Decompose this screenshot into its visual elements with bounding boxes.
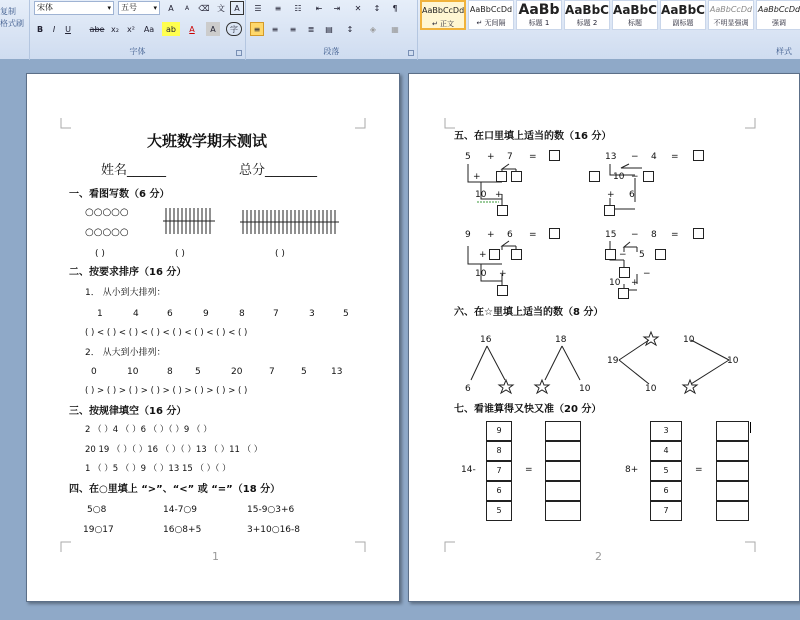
style-name: 标题 2 <box>576 19 598 27</box>
phonetic-icon: 文 <box>217 4 225 13</box>
style-name: 标题 <box>628 19 642 27</box>
bullets-button[interactable] <box>250 1 266 15</box>
shading-button[interactable] <box>364 22 382 36</box>
input-cell: 3 <box>650 421 682 441</box>
section-6-heading: 六、在☆里填上适当的数（8 分） <box>454 307 604 318</box>
phonetic-guide-button[interactable] <box>214 1 228 15</box>
decrease-indent-button[interactable] <box>312 1 326 15</box>
page-1 <box>26 73 400 602</box>
operation-label: 8+ <box>625 465 639 475</box>
font-group-label: 字体 <box>129 47 146 56</box>
style-preview: AaBbCcDd <box>709 5 753 14</box>
equals-sign: = <box>529 230 537 240</box>
justify-button[interactable] <box>304 22 318 36</box>
number-item: 3 <box>309 309 315 319</box>
text-cursor <box>750 422 751 433</box>
borders-button[interactable] <box>386 22 404 36</box>
tree-number: 10 <box>579 384 591 394</box>
answer-cell[interactable] <box>716 421 749 441</box>
bullet-list-icon: ☰ <box>254 4 262 13</box>
style-preview: AaBbC <box>661 3 705 17</box>
shrink-font-button[interactable]: A <box>184 5 190 12</box>
highlight-button[interactable]: ab <box>162 22 180 36</box>
operator: + <box>473 172 481 182</box>
style-title[interactable] <box>612 0 658 30</box>
copy-button[interactable]: 复制 <box>0 7 16 16</box>
number-item: 0 <box>91 367 97 377</box>
equals-sign: = <box>695 465 703 475</box>
border-icon: ▦ <box>391 25 399 34</box>
clear-format-button[interactable] <box>196 1 212 15</box>
descending-instruction: 2． 从大到小排列： <box>85 348 166 358</box>
clipboard-group <box>0 0 30 60</box>
pilcrow-icon: ¶ <box>392 4 398 13</box>
number-item: 5 <box>343 309 349 319</box>
page-2 <box>408 73 800 602</box>
align-right-icon: ≡ <box>289 25 297 34</box>
input-cell: 5 <box>486 501 512 521</box>
compare-item: 14-7○9 <box>163 505 198 515</box>
align-center-button[interactable] <box>268 22 282 36</box>
operand: 5 <box>465 152 471 162</box>
operator: − <box>643 269 651 279</box>
pattern-row: 1 （ ）5 （ ）9 （ ）13 15 （ ）（ ） <box>85 464 231 474</box>
name-field: 姓名______ <box>101 163 167 178</box>
ascending-instruction: 1． 从小到大排列： <box>85 288 166 298</box>
answer-cell[interactable] <box>716 481 749 501</box>
number-item: 7 <box>269 367 275 377</box>
sort-button[interactable] <box>370 1 384 15</box>
section-1-heading: 一、看图写数（6 分） <box>69 189 170 200</box>
answer-cell[interactable] <box>545 461 581 481</box>
operator: + <box>479 250 487 260</box>
operand: 5 <box>639 250 645 260</box>
chinese-layout-icon: ✕ <box>354 4 362 13</box>
styles-group <box>418 0 800 60</box>
align-right-button[interactable] <box>286 22 300 36</box>
font-dialog-launcher-icon[interactable] <box>236 50 242 56</box>
chevron-down-icon: ▾ <box>107 4 111 12</box>
input-cell: 7 <box>650 501 682 521</box>
operand: 6 <box>629 190 635 200</box>
format-painter-button[interactable]: 格式刷 <box>0 19 24 28</box>
number-item: 4 <box>133 309 139 319</box>
align-center-icon: ≡ <box>271 25 279 34</box>
equals-sign: = <box>525 465 533 475</box>
font-group <box>30 0 246 60</box>
distributed-button[interactable] <box>322 22 336 36</box>
enclose-char-button[interactable]: 字 <box>226 22 242 36</box>
operand: 4 <box>651 152 657 162</box>
number-item: 1 <box>97 309 103 319</box>
score-field: 总分________ <box>239 163 318 178</box>
tree-number: 10 <box>683 335 695 345</box>
circle-row: ○○○○○ <box>85 227 129 238</box>
style-heading-2[interactable] <box>564 0 610 30</box>
section-4-heading: 四、在○里填上 “>”、“<” 或 “=”（18 分） <box>69 484 281 495</box>
bold-button[interactable]: B <box>36 25 44 34</box>
compare-item: 19○17 <box>83 525 114 535</box>
page-number: 2 <box>595 550 602 563</box>
section-7-heading: 七、看谁算得又快又准（20 分） <box>454 404 602 415</box>
style-name: 不明显强调 <box>713 19 749 27</box>
char-shading-button[interactable] <box>206 22 220 36</box>
input-cell: 8 <box>486 441 512 461</box>
operand: 8 <box>651 230 657 240</box>
input-cell: 6 <box>650 481 682 501</box>
answer-cell[interactable] <box>716 441 749 461</box>
indent-icon: ⇥ <box>333 4 341 13</box>
operator: − <box>631 230 639 240</box>
operator: + <box>499 269 507 279</box>
char-border-button[interactable]: A <box>230 1 244 15</box>
show-marks-button[interactable] <box>388 1 402 15</box>
input-cell: 9 <box>486 421 512 441</box>
input-cell: 5 <box>650 461 682 481</box>
operator: + <box>607 190 615 200</box>
number-item: 7 <box>273 309 279 319</box>
tree-number: 10 <box>727 356 739 366</box>
style-normal[interactable] <box>420 0 466 30</box>
style-name: ↵ 无间隔 <box>476 19 506 27</box>
pattern-row: 2 （ ）4 （ ）6 （ ）（ ）9 （ ） <box>85 425 212 435</box>
compare-item: 5○8 <box>87 505 107 515</box>
pattern-row: 20 19 （ ）（ ）16 （ ）（ ）13 （ ）11 （ ） <box>85 445 263 455</box>
operation-label: 14- <box>461 465 476 475</box>
style-preview: AaBbCcDd <box>422 6 464 15</box>
tree-number: 16 <box>480 335 492 345</box>
tally-sticks-figure <box>27 74 401 603</box>
style-heading-1[interactable] <box>516 0 562 30</box>
multilevel-list-icon: ☷ <box>294 4 302 13</box>
underline-button[interactable]: U <box>65 25 71 34</box>
equals-sign: = <box>529 152 537 162</box>
paragraph-dialog-launcher-icon[interactable] <box>408 50 414 56</box>
style-preview: AaBbC <box>565 3 609 17</box>
equals-sign: = <box>671 152 679 162</box>
number-item: 5 <box>195 367 201 377</box>
align-left-button[interactable] <box>250 22 264 36</box>
operand: 10 <box>475 190 487 200</box>
page-title: 大班数学期末测试 <box>147 132 268 150</box>
answer-cell[interactable] <box>716 461 749 481</box>
answer-blank: ( ) <box>275 249 285 259</box>
operand: 7 <box>507 152 513 162</box>
operator: − <box>631 152 639 162</box>
descending-answer-row: ( ) > ( ) > ( ) > ( ) > ( ) > ( ) > ( ) > ( ) <box>85 386 248 396</box>
number-item: 8 <box>239 309 245 319</box>
answer-blank: ( ) <box>95 249 105 259</box>
operand: 15 <box>605 230 617 240</box>
line-spacing-icon: ↕ <box>346 25 354 34</box>
style-emphasis[interactable] <box>756 0 800 30</box>
operator: + <box>487 152 495 162</box>
page-number: 1 <box>212 550 219 563</box>
input-cell: 7 <box>486 461 512 481</box>
change-case-button[interactable]: Aa <box>143 25 155 34</box>
operand: 10 <box>475 269 487 279</box>
italic-button[interactable]: I <box>52 25 56 34</box>
superscript-button[interactable]: x² <box>127 25 135 34</box>
chinese-layout-button[interactable] <box>350 1 366 15</box>
number-item: 9 <box>203 309 209 319</box>
justify-icon: ≣ <box>307 25 315 34</box>
operand: 10 <box>613 172 625 182</box>
increase-indent-button[interactable] <box>330 1 344 15</box>
star-diagrams <box>409 74 800 603</box>
styles-group-label: 样式 <box>776 47 792 56</box>
section-2-heading: 二、按要求排序（16 分） <box>69 267 187 278</box>
compare-item: 16○8+5 <box>163 525 202 535</box>
number-item: 6 <box>167 309 173 319</box>
answer-cell[interactable] <box>545 441 581 461</box>
number-item: 20 <box>231 367 243 377</box>
operand: 6 <box>507 230 513 240</box>
compare-item: 15-9○3+6 <box>247 505 295 515</box>
compare-item: 3+10○16-8 <box>247 525 300 535</box>
operand: 9 <box>465 230 471 240</box>
paragraph-group <box>246 0 418 60</box>
paragraph-group-label: 段落 <box>323 47 340 56</box>
style-name: 副标题 <box>672 19 694 27</box>
answer-cell[interactable] <box>545 481 581 501</box>
answer-cell[interactable] <box>545 421 581 441</box>
operator: − <box>631 172 639 182</box>
shading-icon: A <box>210 25 216 34</box>
style-name: 标题 1 <box>528 19 550 27</box>
sort-icon: ↕ <box>373 4 381 13</box>
input-cell: 6 <box>486 481 512 501</box>
operator: + <box>495 190 503 200</box>
style-subtitle[interactable] <box>660 0 706 30</box>
tree-number: 6 <box>465 384 471 394</box>
numbering-button[interactable] <box>270 1 286 15</box>
input-cell: 4 <box>650 441 682 461</box>
distributed-icon: ▤ <box>325 25 333 34</box>
style-preview: AaBbC <box>613 3 657 17</box>
equals-sign: = <box>671 230 679 240</box>
number-item: 5 <box>301 367 307 377</box>
section-5-heading: 五、在口里填上适当的数（16 分） <box>454 131 612 142</box>
font-color-button[interactable]: A <box>189 25 195 34</box>
number-item: 13 <box>331 367 343 377</box>
chevron-down-icon: ▾ <box>153 4 157 12</box>
multilevel-list-button[interactable] <box>290 1 306 15</box>
style-preview: AaBbCcDd <box>469 5 513 14</box>
numbered-list-icon: ≡ <box>274 4 282 13</box>
line-spacing-button[interactable] <box>342 22 358 36</box>
paint-bucket-icon: ◈ <box>369 25 377 34</box>
operand: 13 <box>605 152 617 162</box>
outdent-icon: ⇤ <box>315 4 323 13</box>
style-name: ↵ 正文 <box>431 20 455 28</box>
grow-font-button[interactable]: A <box>168 4 174 13</box>
subscript-button[interactable]: x₂ <box>111 25 119 34</box>
operator: + <box>487 230 495 240</box>
eraser-icon: ⌫ <box>198 4 210 13</box>
font-name-select[interactable]: 宋体 ▾ <box>34 1 114 15</box>
ascending-answer-row: ( ) < ( ) < ( ) < ( ) < ( ) < ( ) < ( ) < ( ) <box>85 328 248 338</box>
align-left-icon: ≡ <box>253 25 261 34</box>
answer-blank: ( ) <box>175 249 185 259</box>
style-preview: AaBb <box>518 2 560 18</box>
tree-number: 10 <box>645 384 657 394</box>
number-item: 8 <box>167 367 173 377</box>
font-size-select[interactable]: 五号 ▾ <box>118 1 160 15</box>
style-preview: AaBbCcDd <box>757 5 800 14</box>
style-name: 强调 <box>772 19 786 27</box>
circle-row: ○○○○○ <box>85 207 129 218</box>
tree-number: 18 <box>555 335 567 345</box>
number-item: 10 <box>127 367 139 377</box>
operator: + <box>631 278 639 288</box>
tree-number: 19 <box>607 356 619 366</box>
answer-cell[interactable] <box>716 501 749 521</box>
style-no-spacing[interactable] <box>468 0 514 30</box>
strikethrough-button[interactable]: abe <box>89 25 105 34</box>
operand: 10 <box>609 278 621 288</box>
answer-cell[interactable] <box>545 501 581 521</box>
section-3-heading: 三、按规律填空（16 分） <box>69 406 187 417</box>
operator: − <box>619 250 627 260</box>
style-subtle-emphasis[interactable] <box>708 0 754 30</box>
ribbon <box>0 0 800 60</box>
